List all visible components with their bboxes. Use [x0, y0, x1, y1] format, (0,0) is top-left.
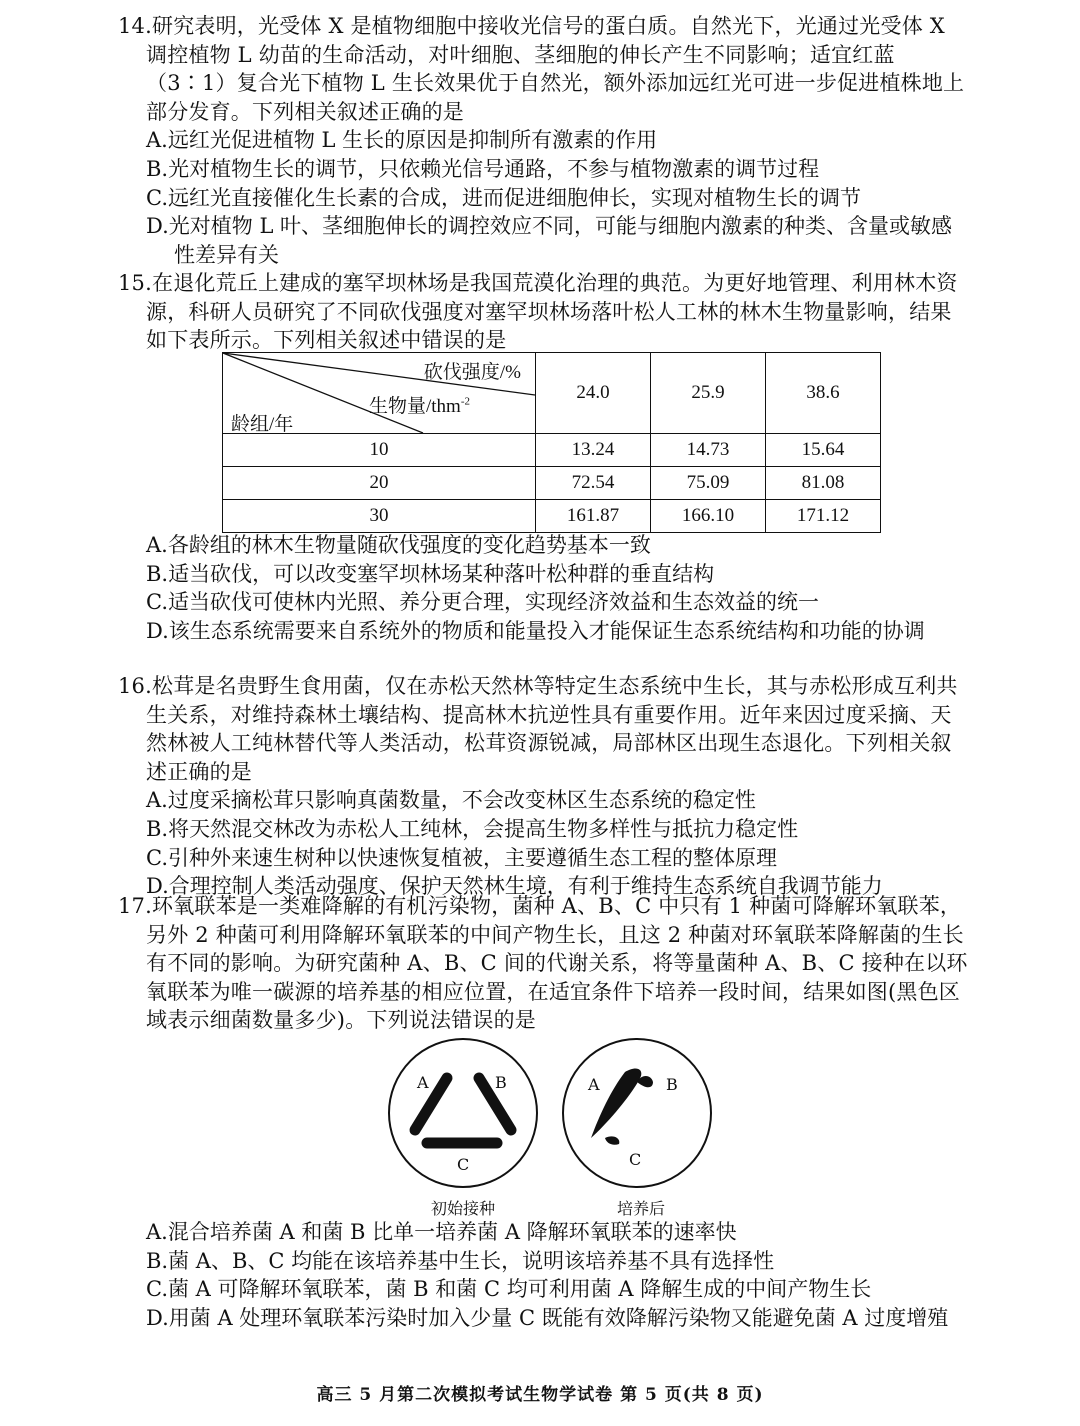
page-footer: 高三 5 月第二次模拟考试生物学试卷 第 5 页(共 8 页)	[316, 1385, 764, 1405]
table-row	[223, 434, 881, 467]
question-14	[118, 12, 968, 269]
question-17-options	[118, 1218, 968, 1332]
column-header-3: 38.6	[766, 353, 881, 434]
column-header-2: 25.9	[651, 353, 766, 434]
table-cell: 72.54	[536, 467, 651, 500]
petri-dishes	[385, 1038, 725, 1188]
question-17-option-d: D.用菌 A 处理环氧联苯污染时加入少量 C 既能有效降解污染物又能避免菌 A 过度增殖	[146, 1305, 949, 1330]
table-cell: 75.09	[651, 467, 766, 500]
question-15-option-c: C.适当砍伐可使林内光照、养分更合理，实现经济效益和生态效益的统一	[146, 590, 819, 615]
label-b-initial: B	[495, 1073, 507, 1092]
question-17-option-a: A.混合培养菌 A 和菌 B 比单一培养菌 A 降解环氧联苯的速率快	[146, 1220, 737, 1244]
label-b-after: B	[666, 1075, 678, 1094]
table-cell: 14.73	[651, 434, 766, 467]
column-header-1: 24.0	[536, 353, 651, 434]
question-15	[118, 269, 968, 355]
table-cell: 166.10	[651, 500, 766, 533]
question-17-option-b: B.菌 A、B、C 均能在该培养基中生长，说明该培养基不具有选择性	[146, 1248, 775, 1273]
label-c-after: C	[629, 1150, 642, 1169]
header-cut-intensity: 砍伐强度/%	[423, 362, 521, 383]
table-cell: 13.24	[536, 434, 651, 467]
question-15-option-a: A.各龄组的林木生物量随砍伐强度的变化趋势基本一致	[146, 533, 651, 557]
header-biomass	[369, 391, 470, 418]
biomass-table	[222, 352, 881, 533]
question-16-option-d: D.合理控制人类活动强度、保护天然林生境，有利于维持生态系统自我调节能力	[146, 874, 883, 899]
table-diagonal-header	[223, 353, 536, 434]
question-15-option-b: B.适当砍伐，可以改变塞罕坝林场某种落叶松种群的垂直结构	[146, 561, 715, 586]
header-biomass-text: 生物量/thm	[369, 396, 461, 417]
label-a-after: A	[588, 1075, 600, 1094]
header-age-group: 龄组/年	[231, 414, 294, 435]
question-15-option-d: D.该生态系统需要来自系统外的物质和能量投入才能保证生态系统结构和功能的协调	[146, 618, 925, 643]
question-17-option-c: C.菌 A 可降解环氧联苯，菌 B 和菌 C 均可利用菌 A 降解生成的中间产物生长	[146, 1277, 872, 1302]
row-age: 20	[223, 467, 536, 500]
table-row	[223, 500, 881, 533]
growth-c-after	[605, 1136, 619, 1144]
question-16-option-a: A.过度采摘松茸只影响真菌数量，不会改变林区生态系统的稳定性	[146, 788, 756, 813]
question-14-option-b: B.光对植物生长的调节，只依赖光信号通路，不参与植物激素的调节过程	[146, 156, 820, 181]
question-17	[118, 892, 968, 1035]
label-a-initial: A	[417, 1073, 429, 1092]
question-14-option-c: C.远红光直接催化生长素的合成，进而促进细胞伸长，实现对植物生长的调节	[146, 185, 861, 210]
row-age: 10	[223, 434, 536, 467]
caption-initial: 初始接种	[431, 1199, 496, 1218]
header-biomass-sup: -2	[460, 395, 471, 408]
row-age: 30	[223, 500, 536, 533]
question-16-option-b: B.将天然混交林改为赤松人工纯林，会提高生物多样性与抵抗力稳定性	[146, 816, 799, 841]
question-16-stem: 16.松茸是名贵野生食用菌，仅在赤松天然林等特定生态系统中生长，其与赤松形成互利共生关系，对维持森林土壤结构、提高林木抗逆性具有重要作用。近年来因过度采摘、天然林被人工纯林替代等人类活动，松茸资源锐减，局部林区出现生态退化。下列相关叙述正确的是	[118, 674, 958, 784]
culture-dish-figure	[385, 1038, 725, 1218]
question-14-option-d: D.光对植物 L 叶、茎细胞伸长的调控效应不同，可能与细胞内激素的种类、含量或敏感性差异有关	[146, 214, 953, 267]
caption-after: 培养后	[617, 1199, 666, 1218]
question-14-stem: 14.研究表明，光受体 X 是植物细胞中接收光信号的蛋白质。自然光下，光通过光受体 X 调控植物 L 幼苗的生命活动，对叶细胞、茎细胞的伸长产生不同影响；适宜红蓝（3∶1）复合光下植物 L 生长效果优于自然光，额外添加远红光可进一步促进植株地上部分发育。下列相关叙述正确的是	[118, 14, 965, 124]
table-row	[223, 467, 881, 500]
question-17-stem: 17.环氧联苯是一类难降解的有机污染物，菌种 A、B、C 中只有 1 种菌可降解环氧联苯，另外 2 种菌可利用降解环氧联苯的中间产物生长，且这 2 种菌对环氧联苯降解菌的生长有不同的影响。为研究菌种 A、B、C 间的代谢关系，将等量菌种 A、B、C 接种在以环氧联苯为唯一碳源的培养基的相应位置，在适宜条件下培养一段时间，结果如图(黑色区域表示细菌数量多少)。下列说法错误的是	[118, 894, 968, 1033]
table-cell: 171.12	[766, 500, 881, 533]
table-cell: 15.64	[766, 434, 881, 467]
table-cell: 81.08	[766, 467, 881, 500]
question-16-option-c: C.引种外来速生树种以快速恢复植被，主要遵循生态工程的整体原理	[146, 845, 777, 870]
question-15-stem: 15.在退化荒丘上建成的塞罕坝林场是我国荒漠化治理的典范。为更好地管理、利用林木资源，科研人员研究了不同砍伐强度对塞罕坝林场落叶松人工林的林木生物量影响，结果如下表所示。下列相关叙述中错误的是	[118, 271, 958, 353]
label-c-initial: C	[457, 1155, 470, 1174]
table-cell: 161.87	[536, 500, 651, 533]
question-16	[118, 672, 968, 901]
question-14-option-a: A.远红光促进植物 L 生长的原因是抑制所有激素的作用	[146, 128, 658, 153]
question-15-options	[118, 531, 968, 645]
